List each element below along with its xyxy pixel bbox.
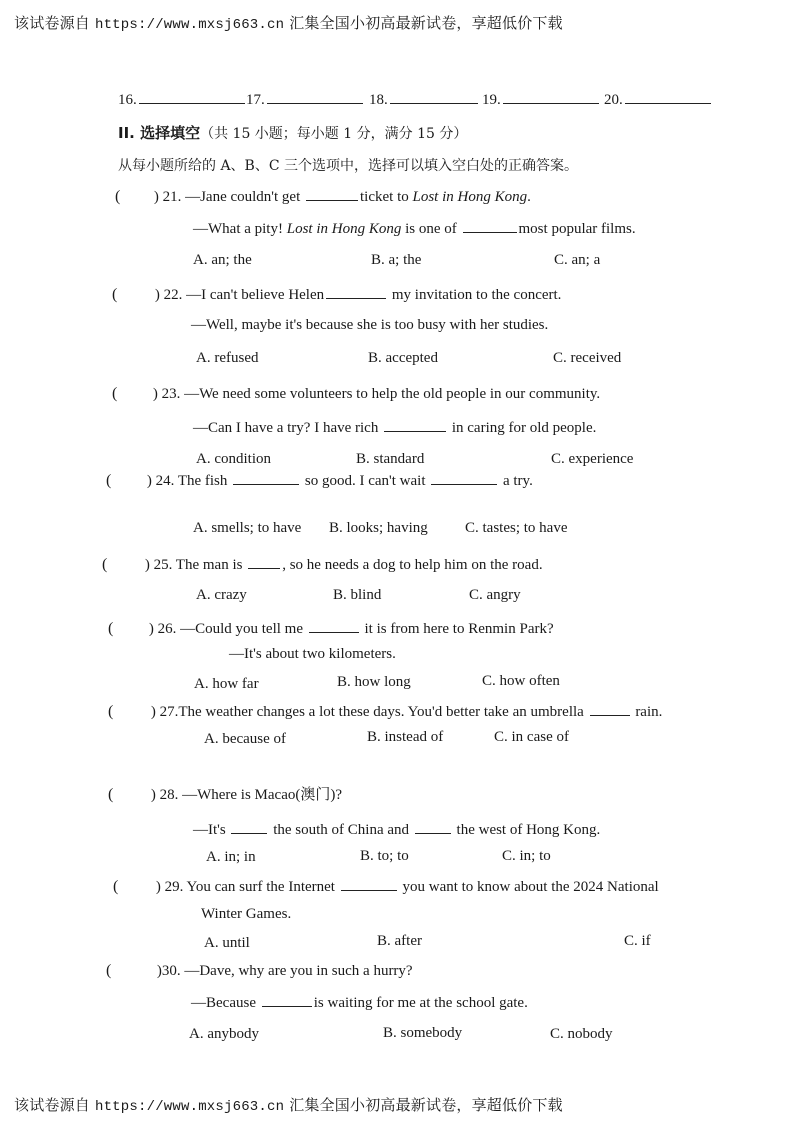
option-a[interactable]: A. refused (196, 350, 259, 366)
fill-blank[interactable] (590, 702, 630, 716)
option-b[interactable]: B. instead of (367, 729, 444, 745)
banner-suffix: 汇集全国小初高最新试卷，享超低价下载 (289, 14, 563, 32)
answer-number: 17. (246, 92, 265, 108)
question-30: ( )30. —Dave, why are you in such a hurry? (106, 962, 413, 979)
option-b[interactable]: B. how long (337, 674, 411, 690)
answer-blank[interactable] (139, 90, 245, 104)
answer-number: 20. (604, 92, 623, 108)
answer-paren-open[interactable]: ( (112, 385, 118, 402)
banner-suffix: 汇集全国小初高最新试卷，享超低价下载 (289, 1096, 563, 1114)
answer-paren-open[interactable]: ( (108, 786, 114, 803)
source-banner-bottom (14, 1094, 563, 1115)
question-26-line-2: —It's about two kilometers. (229, 646, 396, 662)
option-c[interactable]: C. experience (551, 451, 634, 467)
option-a[interactable]: A. anybody (189, 1026, 259, 1042)
question-21: ( ) 21. —Jane couldn't get ticket to Lost in Hong Kong. (115, 188, 531, 205)
question-29-line-2: Winter Games. (201, 906, 292, 922)
fill-blank[interactable] (309, 619, 359, 633)
option-c[interactable]: C. angry (469, 587, 521, 603)
answer-paren-open[interactable]: ( (108, 703, 114, 720)
fill-blank[interactable] (384, 418, 446, 432)
option-c[interactable]: C. how often (482, 673, 560, 689)
question-22-line-2: —Well, maybe it's because she is too busy with her studies. (191, 317, 549, 333)
answer-blank[interactable] (503, 90, 599, 104)
option-b[interactable]: B. to; to (360, 848, 409, 864)
fill-blank[interactable] (262, 993, 312, 1007)
answer-paren-open[interactable]: ( (106, 962, 112, 979)
answer-blank[interactable] (390, 90, 478, 104)
answer-paren-open[interactable]: ( (113, 878, 119, 895)
fill-blank[interactable] (463, 219, 517, 233)
fill-blank[interactable] (431, 471, 497, 485)
option-b[interactable]: B. accepted (368, 350, 438, 366)
fill-blank[interactable] (248, 555, 280, 569)
fill-blank[interactable] (306, 187, 358, 201)
answer-number: 19. (482, 92, 501, 108)
question-21-line-2: —What a pity! Lost in Hong Kong is one of most popular films. (193, 221, 636, 237)
option-a[interactable]: A. an; the (193, 252, 252, 268)
section-title: II. 选择填空 (118, 124, 201, 142)
option-a[interactable]: A. until (204, 935, 250, 951)
fill-blank[interactable] (415, 820, 451, 834)
option-c[interactable]: C. received (553, 350, 622, 366)
question-23: ( ) 23. —We need some volunteers to help the old people in our community. (112, 385, 601, 402)
source-banner-top (14, 12, 563, 33)
option-c[interactable]: C. in case of (494, 729, 569, 745)
option-b[interactable]: B. somebody (383, 1025, 463, 1041)
option-b[interactable]: B. blind (333, 587, 382, 603)
answer-blank-row (246, 90, 365, 109)
question-24: ( ) 24. The fish so good. I can't wait a try. (106, 472, 533, 489)
question-28: ( ) 28. —Where is Macao(澳门)? (108, 786, 343, 803)
answer-blank[interactable] (267, 90, 363, 104)
question-28-line-2: —It's the south of China and the west of Hong Kong. (193, 822, 601, 838)
question-26: ( ) 26. —Could you tell me it is from here to Renmin Park? (108, 620, 554, 637)
question-29: ( ) 29. You can surf the Internet you want to know about the 2024 National (113, 878, 659, 895)
section-detail: （共 15 小题；每小题 1 分，满分 15 分） (200, 126, 468, 142)
answer-number: 16. (118, 92, 137, 108)
option-a[interactable]: A. in; in (206, 849, 256, 865)
option-c[interactable]: C. an; a (554, 252, 601, 268)
answer-number: 18. (369, 92, 388, 108)
answer-paren-open[interactable]: ( (108, 620, 114, 637)
answer-paren-open[interactable]: ( (112, 286, 118, 303)
answer-blank-row (118, 90, 247, 109)
option-a[interactable]: A. smells; to have (193, 520, 302, 536)
banner-url[interactable]: https://www.mxsj663.cn (94, 1099, 285, 1115)
option-a[interactable]: A. crazy (196, 587, 247, 603)
answer-paren-open[interactable]: ( (115, 188, 121, 205)
question-25: ( ) 25. The man is , so he needs a dog to help him on the road. (102, 556, 543, 573)
question-30-line-2: —Because is waiting for me at the school gate. (191, 995, 528, 1011)
option-a[interactable]: A. condition (196, 451, 271, 467)
answer-blank[interactable] (625, 90, 711, 104)
option-c[interactable]: C. nobody (550, 1026, 613, 1042)
fill-blank[interactable] (231, 820, 267, 834)
answer-blank-row (482, 90, 601, 109)
section-heading (118, 122, 467, 143)
option-a[interactable]: A. how far (194, 676, 259, 692)
answer-paren-open[interactable]: ( (102, 556, 108, 573)
option-b[interactable]: B. a; the (371, 252, 422, 268)
answer-paren-open[interactable]: ( (106, 472, 112, 489)
banner-url[interactable]: https://www.mxsj663.cn (94, 17, 285, 33)
banner-prefix: 该试卷源自 (14, 1096, 91, 1114)
option-b[interactable]: B. after (377, 933, 422, 949)
option-c[interactable]: C. if (624, 933, 651, 949)
answer-blank-row (369, 90, 480, 109)
option-c[interactable]: C. tastes; to have (465, 520, 568, 536)
section-instruction: 从每小题所给的 A、B、C 三个选项中，选择可以填入空白处的正确答案。 (118, 158, 579, 174)
question-23-line-2: —Can I have a try? I have rich in caring for old people. (193, 420, 597, 436)
option-a[interactable]: A. because of (204, 731, 287, 747)
question-27: ( ) 27.The weather changes a lot these days. You'd better take an umbrella rain. (108, 703, 663, 720)
question-22: ( ) 22. —I can't believe Helen my invitation to the concert. (112, 286, 562, 303)
fill-blank[interactable] (326, 285, 386, 299)
fill-blank[interactable] (233, 471, 299, 485)
banner-prefix: 该试卷源自 (14, 14, 91, 32)
option-b[interactable]: B. looks; having (329, 520, 428, 536)
answer-blank-row (604, 90, 713, 109)
option-b[interactable]: B. standard (356, 451, 425, 467)
fill-blank[interactable] (341, 877, 397, 891)
option-c[interactable]: C. in; to (502, 848, 551, 864)
